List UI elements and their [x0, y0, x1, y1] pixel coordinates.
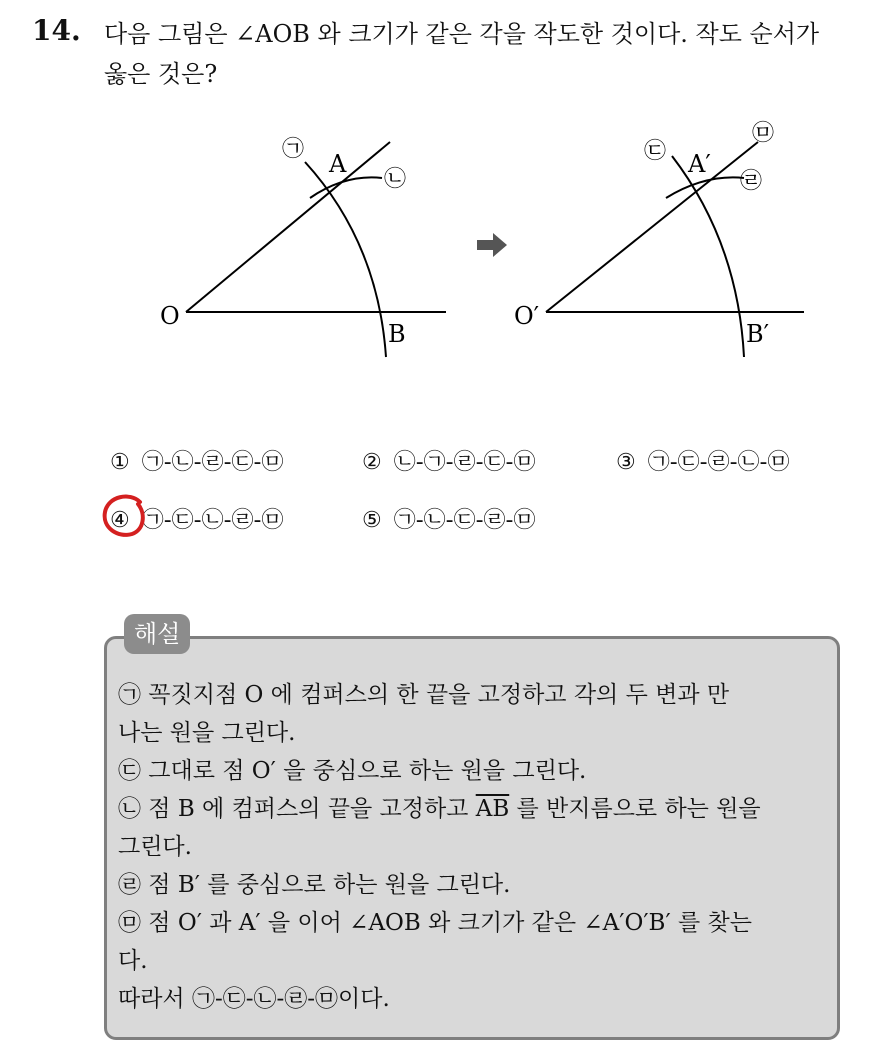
- choice-3-text: ㉠-㉢-㉣-㉡-㉤: [647, 450, 790, 475]
- question-text-line1: 다음 그림은 ∠AOB 와 크기가 같은 각을 작도한 것이다. 작도 순서가: [104, 20, 820, 48]
- label-O-prime: O′: [514, 302, 540, 330]
- choice-1-number: ①: [110, 450, 130, 475]
- solution-line-1: ㉠ 꼭짓지점 O 에 컴퍼스의 한 끝을 고정하고 각의 두 변과 만: [118, 682, 730, 708]
- mark-b: ㉡: [384, 167, 407, 192]
- label-B-prime: B′: [746, 320, 770, 348]
- mark-d: ㉣: [740, 169, 763, 194]
- choice-4-number: ④: [110, 508, 130, 533]
- solution-line-8: 다.: [118, 948, 148, 974]
- arc-c: [672, 156, 744, 357]
- label-A-prime: A′: [688, 150, 711, 178]
- solution-tag: 해설: [124, 614, 190, 654]
- choice-2-text: ㉡-㉠-㉣-㉢-㉤: [393, 450, 536, 475]
- solution-line-2: 나는 원을 그린다.: [118, 720, 296, 746]
- label-A: A: [329, 150, 347, 178]
- answer-circle-icon: [100, 490, 150, 540]
- mark-a: ㉠: [282, 137, 305, 162]
- arc-d: [666, 177, 744, 198]
- label-O: O: [160, 302, 180, 330]
- ray-OA: [186, 142, 390, 312]
- solution-line-9: 따라서 ㉠-㉢-㉡-㉣-㉤이다.: [118, 986, 390, 1012]
- solution-line-4: [118, 790, 761, 823]
- figure-constructed-angle: [500, 112, 820, 362]
- solution-line-5: 그린다.: [118, 834, 192, 860]
- solution-line-4-post: 를 반지름으로 하는 원을: [509, 796, 761, 822]
- choice-1[interactable]: [110, 445, 284, 476]
- arc-a: [305, 162, 386, 357]
- question-text-line2: 옳은 것은?: [104, 60, 218, 88]
- choice-2[interactable]: [362, 445, 536, 476]
- mark-e: ㉤: [752, 121, 775, 146]
- ray-O-prime-A-prime: [546, 142, 758, 312]
- mark-c: ㉢: [644, 139, 667, 164]
- choice-3-number: ③: [616, 450, 636, 475]
- choice-3[interactable]: [616, 445, 790, 476]
- figure-original-angle: [150, 112, 450, 362]
- segment-AB: $\overline{AB}$: [475, 796, 510, 822]
- solution-line-4-pre: ㉡ 점 B 에 컴퍼스의 끝을 고정하고: [118, 796, 476, 822]
- solution-line-6: ㉣ 점 B′ 를 중심으로 하는 원을 그린다.: [118, 872, 511, 898]
- label-B: B: [388, 320, 406, 348]
- choice-2-number: ②: [362, 450, 382, 475]
- question-number: 14.: [32, 14, 81, 47]
- solution-line-7: ㉤ 점 O′ 과 A′ 을 이어 ∠AOB 와 크기가 같은 ∠A′O′B′ 를 찾는: [118, 910, 752, 936]
- choice-5-text: ㉠-㉡-㉢-㉣-㉤: [393, 508, 536, 533]
- solution-line-3: ㉢ 그대로 점 O′ 을 중심으로 하는 원을 그린다.: [118, 758, 587, 784]
- choice-5[interactable]: [362, 503, 536, 534]
- choice-4-text: ㉠-㉢-㉡-㉣-㉤: [141, 508, 284, 533]
- choice-5-number: ⑤: [362, 508, 382, 533]
- choice-1-text: ㉠-㉡-㉣-㉢-㉤: [141, 450, 284, 475]
